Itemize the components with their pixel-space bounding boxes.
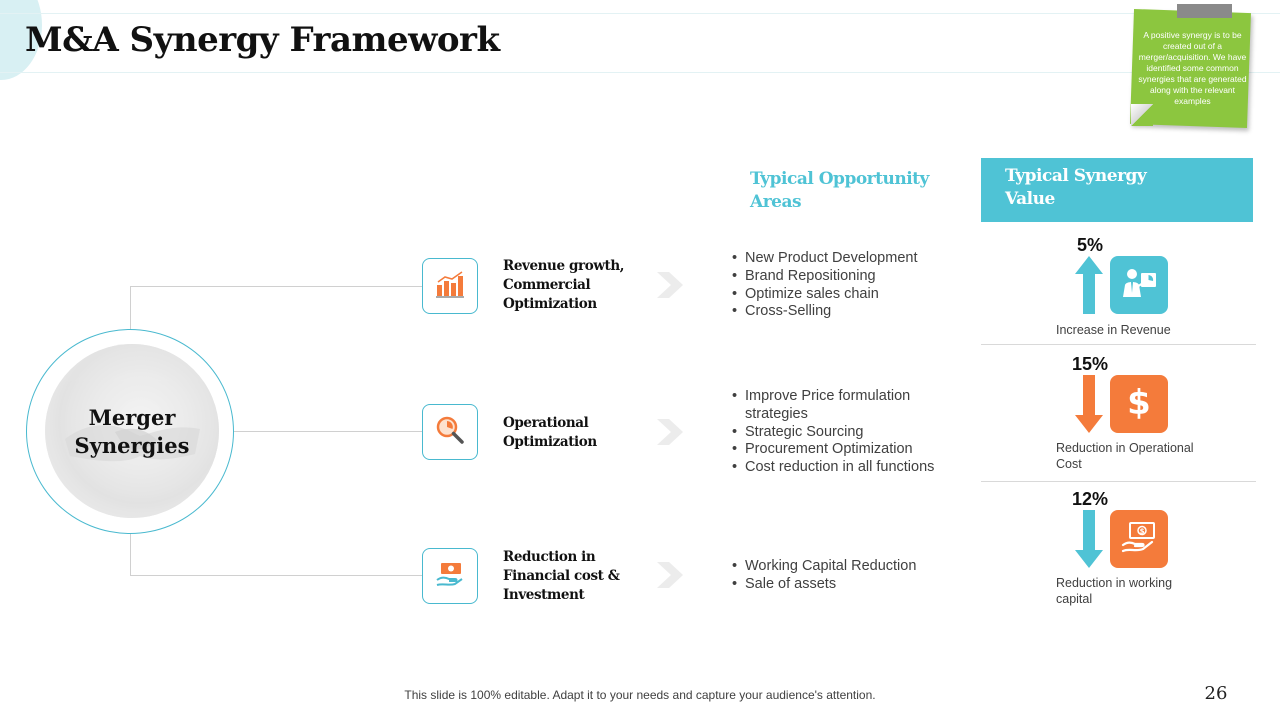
- list-item: • Working Capital Reduction: [732, 558, 972, 576]
- arrow-down-icon: [1075, 375, 1103, 433]
- value-icon-financial: [1110, 510, 1168, 568]
- arrow-up-icon: [1075, 256, 1103, 314]
- header-rule-top: [0, 13, 1280, 14]
- connector-line: [232, 431, 422, 432]
- separator: [981, 344, 1256, 345]
- footer-note: This slide is 100% editable. Adapt it to your needs and capture your audience's attention.: [404, 688, 876, 702]
- header-rule-bottom: [0, 72, 1280, 73]
- opportunity-list-revenue: [732, 250, 972, 321]
- row-icon-operational: [422, 404, 478, 460]
- row-label-revenue: Revenue growth, Commercial Optimization: [503, 258, 625, 312]
- arrow-down-icon: [1075, 510, 1103, 568]
- list-item: • Cross-Selling: [732, 303, 972, 321]
- svg-text:$: $: [1139, 527, 1145, 535]
- synergy-value-revenue: 5%: [1076, 235, 1103, 255]
- value-icon-revenue: [1110, 256, 1168, 314]
- opportunity-header: Typical Opportunity Areas: [750, 169, 929, 212]
- money-hand-icon: [435, 560, 465, 593]
- connector-line: [130, 575, 422, 576]
- value-label-operational: Reduction in Operational Cost: [1056, 441, 1194, 471]
- value-label-revenue: Increase in Revenue: [1056, 323, 1171, 337]
- dollar-icon: [1119, 382, 1159, 427]
- sticky-tape: [1177, 4, 1232, 18]
- list-item: • Cost reduction in all functions: [732, 459, 947, 477]
- hub-label: Merger Synergies: [74, 405, 190, 458]
- connector-line: [130, 286, 422, 287]
- list-item: • Improve Price formulation strategies: [732, 388, 947, 424]
- page-title: M&A Synergy Framework: [25, 20, 500, 60]
- list-item: • Procurement Optimization: [732, 441, 947, 459]
- list-item: • Strategic Sourcing: [732, 424, 947, 442]
- value-icon-operational: [1110, 375, 1168, 433]
- magnifier-chart-icon: [435, 415, 465, 450]
- synergy-value-operational: 15%: [1071, 354, 1109, 374]
- row-label-financial: Reduction in Financial cost & Investment: [503, 549, 620, 603]
- synergy-value-financial: 12%: [1071, 489, 1109, 509]
- value-label-financial: Reduction in working capital: [1056, 576, 1173, 606]
- bar-chart-icon: [435, 270, 465, 303]
- page-number: 26: [1204, 683, 1228, 704]
- svg-text:$: $: [1127, 382, 1151, 422]
- row-label-operational: Operational Optimization: [503, 415, 597, 450]
- chevron-right-icon: [655, 270, 687, 300]
- row-icon-financial: [422, 548, 478, 604]
- chevron-right-icon: [655, 417, 687, 447]
- cash-hand-icon: [1119, 517, 1159, 562]
- separator: [981, 481, 1256, 482]
- list-item: • Brand Repositioning: [732, 268, 972, 286]
- sticky-fold: [1131, 104, 1153, 126]
- synergy-header: Typical Synergy Value: [1005, 166, 1147, 209]
- list-item: • New Product Development: [732, 250, 972, 268]
- opportunity-list-operational: [732, 388, 947, 477]
- chevron-right-icon: [655, 560, 687, 590]
- sticky-note-text: A positive synergy is to be created out of a merger/acquisition. We have identified some common synergies that are generated along with the relevant examples: [1138, 30, 1247, 106]
- opportunity-list-financial: [732, 558, 972, 594]
- row-icon-revenue: [422, 258, 478, 314]
- list-item: • Sale of assets: [732, 576, 972, 594]
- list-item: • Optimize sales chain: [732, 286, 972, 304]
- presenter-chart-icon: [1119, 263, 1159, 308]
